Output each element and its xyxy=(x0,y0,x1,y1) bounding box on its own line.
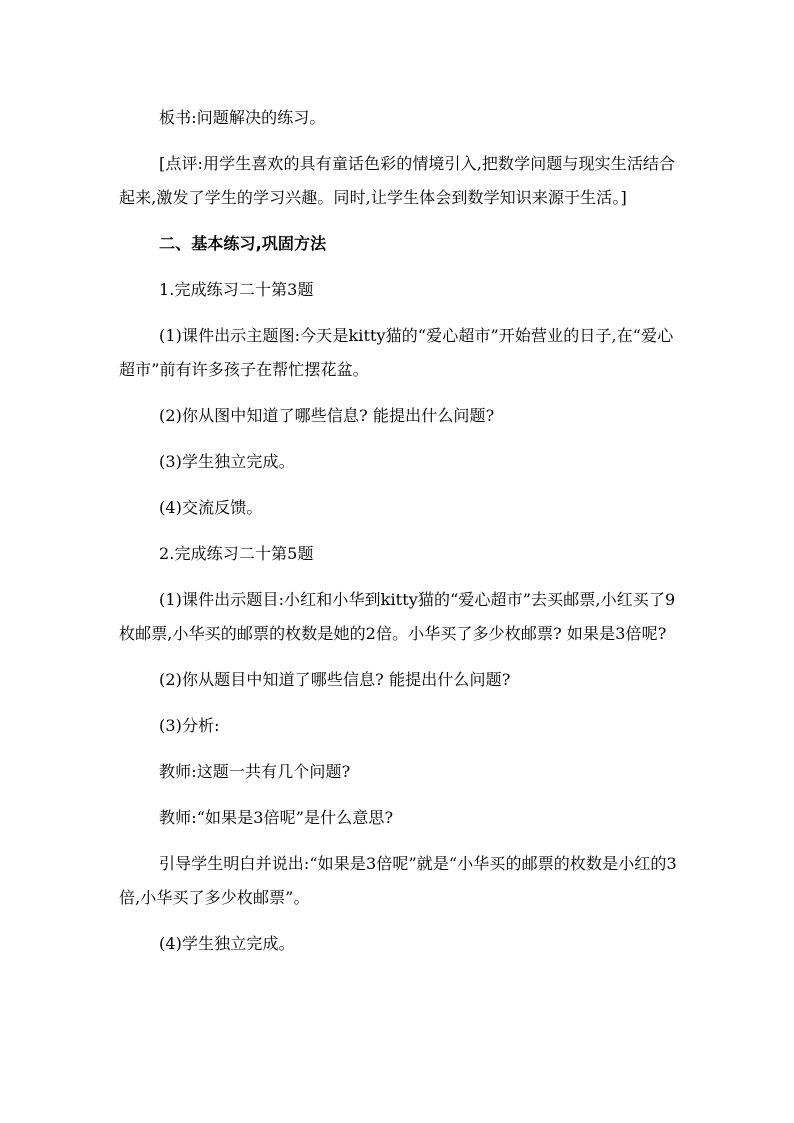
paragraph-guidance: 引导学生明白并说出:“如果是3倍呢”就是“小华买的邮票的枚数是小红的3倍,小华买了多少枚邮票”。 xyxy=(119,854,677,907)
paragraph-blackboard-note: 板书:问题解决的练习。 xyxy=(159,108,326,127)
paragraph-exercise-1-step-4: (4)交流反馈。 xyxy=(159,498,263,517)
document-body xyxy=(119,101,679,961)
paragraph-exercise-1-title: 1.完成练习二十第3题 xyxy=(159,280,314,299)
paragraph-teacher-question-1: 教师:这题一共有几个问题? xyxy=(159,762,351,781)
paragraph-exercise-2-step-2: (2)你从题目中知道了哪些信息? 能提出什么问题? xyxy=(159,670,511,689)
paragraph-exercise-1-step-2: (2)你从图中知道了哪些信息? 能提出什么问题? xyxy=(159,406,495,425)
paragraph-exercise-1-step-1: (1)课件出示主题图:今天是kitty猫的“爱心超市”开始营业的日子,在“爱心超市”前有许多孩子在帮忙摆花盆。 xyxy=(119,326,674,379)
paragraph-exercise-2-title: 2.完成练习二十第5题 xyxy=(159,544,314,563)
section-heading-basic-practice: 二、基本练习,巩固方法 xyxy=(159,234,327,253)
paragraph-exercise-2-step-4: (4)学生独立完成。 xyxy=(159,934,295,953)
paragraph-comment: [点评:用学生喜欢的具有童话色彩的情境引入,把数学问题与现实生活结合起来,激发了学生的学习兴趣。同时,让学生体会到数学知识来源于生活。] xyxy=(119,154,676,207)
paragraph-exercise-2-step-1: (1)课件出示题目:小红和小华到kitty猫的“爱心超市”去买邮票,小红买了9枚邮票,小华买的邮票的枚数是她的2倍。小华买了多少枚邮票? 如果是3倍呢? xyxy=(119,590,676,643)
paragraph-exercise-1-step-3: (3)学生独立完成。 xyxy=(159,452,295,471)
paragraph-exercise-2-step-3: (3)分析: xyxy=(159,716,220,735)
paragraph-teacher-question-2: 教师:“如果是3倍呢”是什么意思? xyxy=(159,808,394,827)
